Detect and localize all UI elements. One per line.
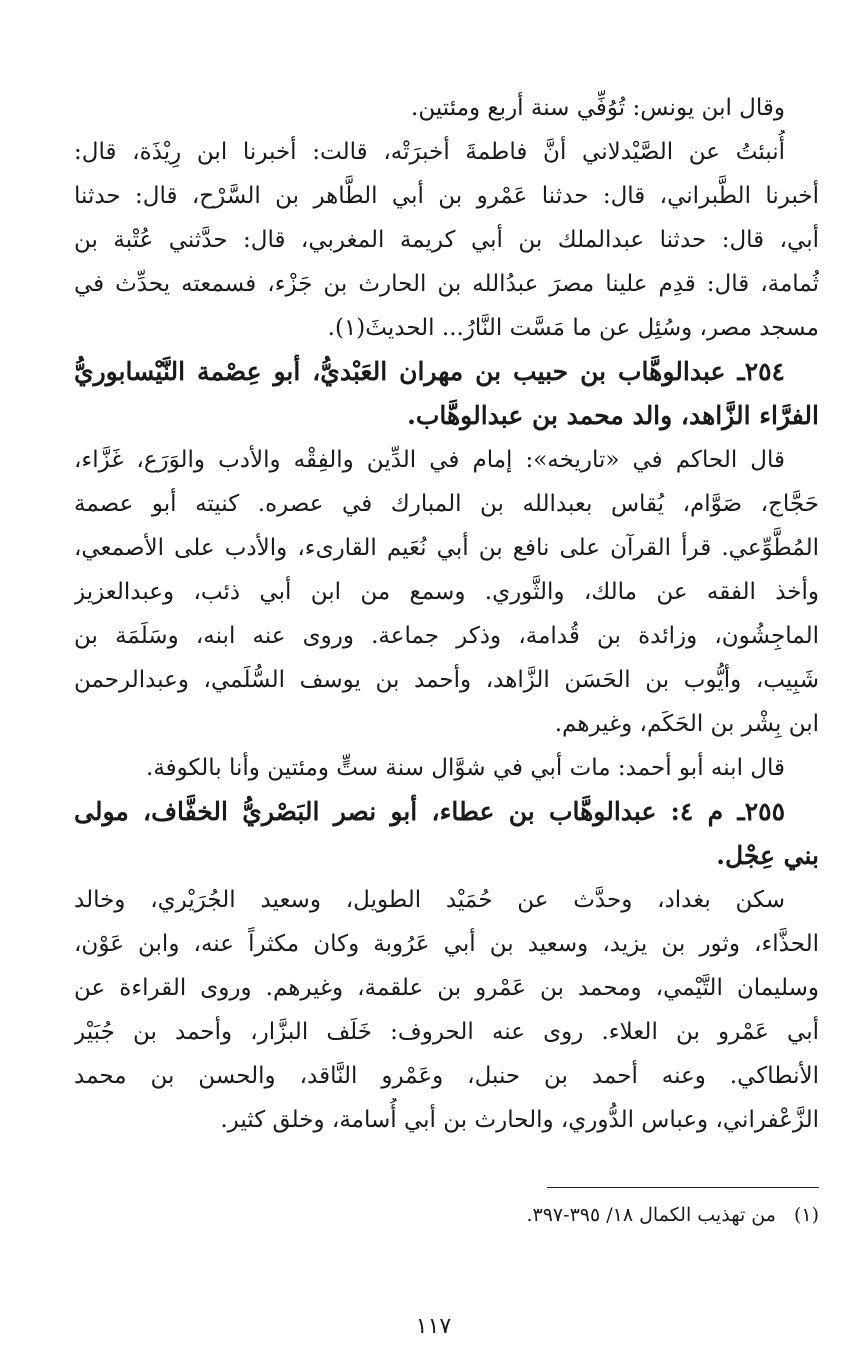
text-line: حَجَّاج، صَوَّام، يُقاس بعبدالله بن المبارك في عصره. كنيته أبو عصمة (74, 491, 819, 517)
entry-heading-line: ٢٥٤ـ عبدالوهَّاب بن حبيب بن مهران العَبْديُّ، أبو عِصْمة النَّيْسابوريُّ (74, 357, 785, 386)
text-line: شَبِيب، وأيُّوب بن الحَسَن الزَّاهد، وأحمد بن يوسف السُّلَمي، وعبدالرحمن (74, 667, 819, 693)
text-line: أبي عَمْرو بن العلاء. روى عنه الحروف: خَلَف البزَّار، وأحمد بن جُبَيْر (74, 1019, 819, 1045)
text-line: ثُمامة، قال: قدِم علينا مصرَ عبدُالله بن الحارث بن جَزْء، فسمعته يحدِّث في (74, 271, 819, 297)
page-number: ١١٧ (415, 1314, 452, 1339)
entry-heading-line: بني عِجْل. (716, 841, 819, 870)
footnote-divider (547, 1187, 819, 1188)
text-line: قال الحاكم في «تاريخه»: إمام في الدِّين والفِقْه والأدب والوَرَع، غَزَّاء، (74, 447, 785, 473)
text-line: وسليمان التَّيْمي، ومحمد بن عَمْرو بن علقمة، وغيرهم. وروى القراءة عن (74, 975, 819, 1001)
main-text (74, 86, 819, 1142)
footnote (219, 1200, 819, 1230)
text-line: الأنطاكي. وعنه أحمد بن حنبل، وعَمْرو النَّاقد، والحسن بن محمد (74, 1063, 819, 1089)
text-line: أُنبئتُ عن الصَّيْدلاني أنَّ فاطمةَ أخبرَتْه، قالت: أخبرنا ابن رِيْذَة، قال: (74, 139, 785, 165)
footnote-number: (١) (793, 1204, 819, 1226)
footnote-text: من تهذيب الكمال ١٨/ ٣٩٥-٣٩٧. (526, 1204, 776, 1226)
text-line: سكن بغداد، وحدَّث عن حُمَيْد الطويل، وسعيد الجُرَيْري، وخالد (74, 887, 785, 913)
entry-heading-line: ٢٥٥ـ م ٤: عبدالوهَّاب بن عطاء، أبو نصر البَصْريُّ الخفَّاف، مولى (74, 797, 786, 826)
text-line: وقال ابن يونس: تُوُفِّي سنة أربع ومئتين. (411, 95, 785, 121)
text-line: ابن بِشْر بن الحَكَم، وغيرهم. (554, 711, 819, 737)
text-line: المُطَّوِّعي. قرأ القرآن على نافع بن أبي نُعَيم القارىء، والأدب على الأصمعي، (74, 535, 819, 561)
text-line: أخبرنا الطَّبراني، قال: حدثنا عَمْرو بن أبي الطَّاهر بن السَّرْح، قال: حدثنا (74, 183, 819, 209)
text-line: أبي، قال: حدثنا عبدالملك بن أبي كريمة المغربي، قال: حدَّثني عُتْبة بن (74, 227, 819, 253)
text-line: الزَّعْفراني، وعباس الدُّوري، والحارث بن أبي أُسامة، وخلق كثير. (220, 1107, 819, 1133)
text-line: وأخذ الفقه عن مالك، والثَّوري. وسمع من ابن أبي ذئب، وعبدالعزيز (74, 579, 819, 605)
text-line: مسجد مصر، وسُئِل عن ما مَسَّت النَّارُ... الحديثَ(١). (327, 315, 819, 341)
text-line: قال ابنه أبو أحمد: مات أبي في شوَّال سنة ستٍّ ومئتين وأنا بالكوفة. (146, 755, 785, 781)
text-line: الحذَّاء، وثور بن يزيد، وسعيد بن أبي عَرُوبة وكان مكثراً عنه، وابن عَوْن، (74, 931, 819, 957)
text-line: الماجِشُون، وزائدة بن قُدامة، وذكر جماعة. وروى عنه ابنه، وسَلَمَة بن (74, 623, 819, 649)
entry-heading-line: الفرَّاء الزَّاهد، والد محمد بن عبدالوهَّاب. (407, 401, 819, 430)
